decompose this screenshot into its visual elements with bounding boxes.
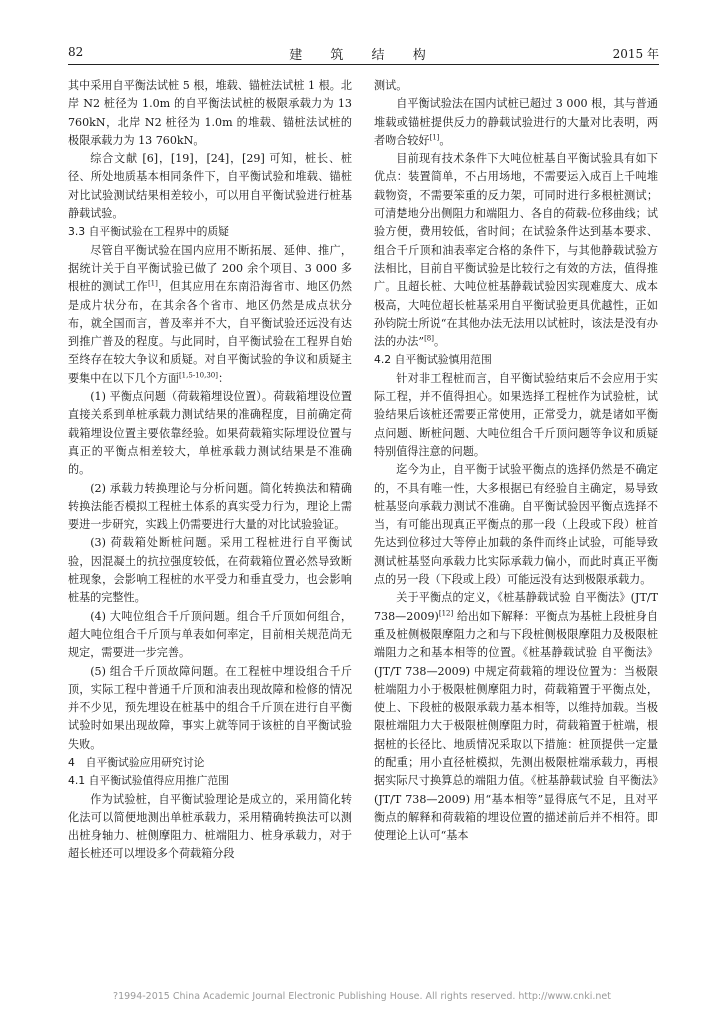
citation-ref: [1] <box>429 133 440 142</box>
paragraph-text: (4) 大吨位组合千斤顶问题。组合千斤顶如何组合，超大吨位组合千斤顶与单表如何率定，目前相关规范尚无规定，需要进一步完善。 <box>68 609 352 660</box>
paragraph <box>374 461 658 589</box>
page-header <box>68 42 659 65</box>
citation-ref: [1,5-10,30] <box>178 371 218 380</box>
heading-text: 4 自平衡试验应用研究讨论 <box>68 755 205 769</box>
paragraph <box>68 480 352 535</box>
paragraph-text: 迄今为止，自平衡于试验平衡点的选择仍然是不确定的，不具有唯一性，大多根据已有经验自主确定，易导致桩基竖向承载力测试不准确。自平衡试验因平衡点选择不当，有可能出现真正平衡点的那一段（上段或下段）桩首先达到位移过大等停止加载的条件而终止试验，可能导致测试桩基竖向承载力比实际承载力偏小，而此时真正平衡点的另一段（下段或上段）可能远没有达到极限承载力。 <box>374 463 658 587</box>
journal-year: 2015 年 <box>612 47 659 61</box>
paragraph-text: 自平衡试验法在国内试桩已超过 3 000 根，其与普通堆载或锚桩提供反力的静载试验进行的大量对比表明，两者吻合较好 <box>374 97 658 147</box>
paragraph-text: ，但其应用在东南沿海省市、地区仍然是成片状分布，在其余各个省市、地区仍然是成点状分布，就全国而言，普及率并不大，自平衡试验还远没有达到推广普及的程度。与此同时，自平衡试验在工程界自始至终存在较大争议和质疑。对自平衡试验的争议和质疑主要集中在以下几个方面 <box>68 280 352 385</box>
paragraph <box>374 77 658 95</box>
citation-ref: [8] <box>424 334 434 343</box>
paragraph-text: (2) 承载力转换理论与分析问题。简化转换法和精确转换法能否模拟工程桩土体系的真实受力行为，理论上需要进一步研究，实践上仍需要进行大量的对比试验验证。 <box>68 481 352 532</box>
citation-ref: [1] <box>147 279 158 288</box>
page-number: 82 <box>68 45 84 59</box>
paragraph-text: 。 <box>439 133 451 147</box>
section-heading <box>68 772 352 790</box>
paragraph <box>68 608 352 663</box>
paragraph-text: 给出如下解释：平衡点为基桩上段桩身自重及桩侧极限摩阻力之和与下段桩侧极限摩阻力及极限桩端阻力之和基本相等的位置。《桩基静载试验 自平衡法》(JT/T 738—2009) 中规定荷载箱的埋设位置为：当极限桩端阻力小于极限桩侧摩阻力时，荷载箱置于平衡点处，使上、下段桩的极限承载力基本相等，以维持加载。当极限桩端阻力大于极限桩侧摩阻力时，荷载箱置于桩端，根据桩的长径比、地质情况采取以下措施：桩顶提供一定量的配重；用小直径桩模拟，先测出极限桩端承载力，再根据实际尺寸换算总的端阻力值。《桩基静载试验 自平衡法》(JT/T 738—2009) 用“基本相等”显得底气不足，且对平衡点的解释和荷载箱的埋设位置的描述前后并不相符。即使理论上认可“基本 <box>374 609 658 843</box>
heading-text: 4.2 自平衡试验慎用范围 <box>374 353 492 367</box>
heading-text: 3.3 自平衡试验在工程界中的质疑 <box>68 225 229 239</box>
paragraph-text: 尽管自平衡试验在国内应用不断拓展、延伸、推广，据统计关于自平衡试验已做了 200 余个项目、3 000 多根桩的测试工作 <box>68 243 352 294</box>
heading-text: 4.1 自平衡试验值得应用推广范围 <box>68 774 229 788</box>
paragraph <box>68 77 352 150</box>
citation-ref: [12] <box>438 608 454 617</box>
paragraph <box>68 791 352 864</box>
section-heading <box>374 351 658 369</box>
paragraph-text: (1) 平衡点问题（荷载箱埋设位置）。荷载箱埋设位置直接关系到单桩承载力测试结果的准确程度，目前确定荷载箱埋设位置主要依靠经验。如果荷载箱实际埋设位置与真正的平衡点相差较大，单桩承载力测试结果是不准确的。 <box>68 390 352 477</box>
paragraph <box>68 534 352 607</box>
paragraph <box>374 150 658 351</box>
paragraph-text: 测试。 <box>374 79 408 92</box>
section-heading <box>68 223 352 241</box>
copyright-footer: ?1994-2015 China Academic Journal Electronic Publishing House. All rights reserved. http://www.cnki.net <box>113 991 611 1002</box>
paragraph-text: (5) 组合千斤顶故障问题。在工程桩中埋设组合千斤顶，实际工程中普通千斤顶和油表出现故障和检修的情况并不少见，预先埋设在桩基中的组合千斤顶在进行自平衡试验时如果出现故障，事实上就等同于该桩的自平衡试验失败。 <box>68 664 352 751</box>
paragraph-text: ： <box>217 371 230 385</box>
paragraph <box>68 242 352 388</box>
paragraph <box>374 95 658 150</box>
paragraph-text: 目前现有技术条件下大吨位桩基自平衡试验具有如下优点：装置简单，不占用场地，不需要运入成百上千吨堆载物资，不需要笨重的反力架，可同时进行多根桩测试；可清楚地分出侧阻力和端阻力、各自的荷载-位移曲线；试验方便，费用较低，省时间；在试验条件达到基本要求、组合千斤顶和油表率定合格的条件下，与其他静载试验方法相比，目前自平衡试验是比较行之有效的方法，值得推广。且超长桩、大吨位桩基静载试验因实现难度大、成本极高，大吨位超长桩基采用自平衡试验更具优越性，正如孙钧院士所说“在其他办法无法用以试桩时，该法是没有办法的办法” <box>374 152 658 349</box>
paragraph-text: 其中采用自平衡法试桩 5 根，堆载、锚桩法试桩 1 根。北岸 N2 桩径为 1.0m 的自平衡法试桩的极限承载力为 13 760kN，北岸 N2 桩径为 1.0m 的堆载、锚桩法试桩的极限承载力为 13 760kN。 <box>68 79 352 147</box>
paragraph <box>374 370 658 461</box>
paragraph-text: (3) 荷载箱处断桩问题。采用工程桩进行自平衡试验，因混凝土的抗拉强度较低，在荷载箱位置必然导致断桩现象，会影响工程桩的水平受力和垂直受力，也会影响桩基的完整性。 <box>68 536 352 605</box>
paragraph-text: 作为试验桩，自平衡试验理论是成立的，采用简化转化法可以简便地测出单桩承载力，采用精确转换法可以测出桩身轴力、桩侧摩阻力、桩端阻力、桩身承载力，对于超长桩还可以埋设多个荷载箱分段 <box>68 792 352 861</box>
journal-title: 建 筑 结 构 <box>289 48 438 63</box>
section-heading <box>68 754 352 772</box>
paragraph <box>68 388 352 479</box>
paragraph <box>68 150 352 223</box>
right-column <box>374 77 658 845</box>
paragraph-text: 综合文献 [6]，[19]，[24]，[29] 可知，桩长、桩径、所处地质基本相同条件下，自平衡试验和堆载、锚桩对比试验测试结果相差较小，可以用自平衡试验进行桩基静载试验。 <box>68 152 352 221</box>
left-column <box>68 77 352 864</box>
paragraph <box>68 663 352 754</box>
paragraph-text: 针对非工程桩而言，自平衡试验结束后不会应用于实际工程，并不值得担心。如果选择工程桩作为试验桩，试验结果后该桩还需要正常使用，正常受力，就是诸如平衡点问题、断桩问题、大吨位组合千斤顶问题等争议和质疑特别值得注意的问题。 <box>374 371 658 458</box>
paragraph-text: 关于平衡点的定义，《桩基静载试验 自平衡法》(JT/T 738—2009) <box>374 591 658 623</box>
paragraph-text: 。 <box>433 335 446 349</box>
paragraph <box>374 589 658 845</box>
